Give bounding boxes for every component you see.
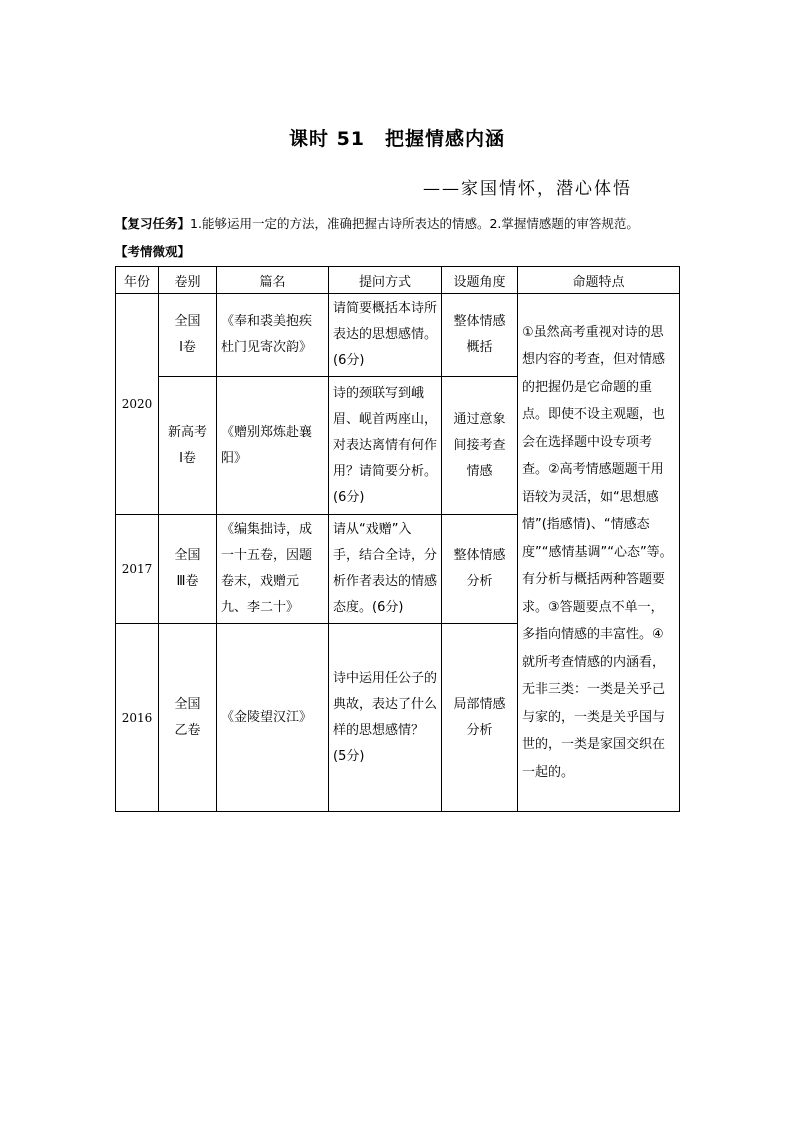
header-poem: 篇名 xyxy=(217,267,329,294)
page-title: 课时 51 把握情感内涵 xyxy=(288,128,506,150)
paper-cell: 全国 Ⅰ卷 xyxy=(159,294,217,377)
page-subtitle: ——家国情怀，潜心体悟 xyxy=(423,179,632,199)
header-features: 命题特点 xyxy=(518,267,680,294)
angle-cell: 通过意象 间接考查 情感 xyxy=(442,377,518,515)
question-cell: 请简要概括本诗所表达的思想感情。(6分) xyxy=(329,294,442,377)
angle-cell: 整体情感 概括 xyxy=(442,294,518,377)
poem-cell: 《奉和裘美抱疾杜门见寄次韵》 xyxy=(217,294,329,377)
poem-cell: 《赠别郑炼赴襄阳》 xyxy=(217,377,329,515)
exam-section-label: 【考情微观】 xyxy=(115,244,191,259)
table-row xyxy=(116,294,680,377)
question-cell: 诗中运用任公子的典故，表达了什么样的思想感情？(5分) xyxy=(329,624,442,812)
header-angle: 设题角度 xyxy=(442,267,518,294)
angle-cell: 整体情感 分析 xyxy=(442,515,518,624)
header-paper: 卷别 xyxy=(159,267,217,294)
header-year: 年份 xyxy=(116,267,159,294)
year-cell: 2020 xyxy=(116,294,159,515)
question-cell: 诗的颈联写到峨眉、岘首两座山，对表达离情有何作用？请简要分析。(6分) xyxy=(329,377,442,515)
review-task-label: 【复习任务】 xyxy=(115,216,191,231)
features-cell: ①虽然高考重视对诗的思想内容的考查，但对情感的把握仍是它命题的重点。即使不设主观题，也会在选择题中设专项考查。②高考情感题题干用语较为灵活，如“思想感情”(指感情)、“情感态度”“感情基调”“心态”等。有分析与概括两种答题要求。③答题要点不单一，多指向情感的丰富性。④就所考查情感的内涵看，无非三类：一类是关乎己与家的，一类是关乎国与世的，一类是家国交织在一起的。 xyxy=(518,294,680,812)
paper-cell: 全国 乙卷 xyxy=(159,624,217,812)
question-cell: 请从“戏赠”入手，结合全诗，分析作者表达的情感态度。(6分) xyxy=(329,515,442,624)
angle-cell: 局部情感 分析 xyxy=(442,624,518,812)
table-header-row xyxy=(116,267,680,294)
paper-cell: 新高考 Ⅰ卷 xyxy=(159,377,217,515)
year-cell: 2017 xyxy=(116,515,159,624)
review-task-text: 1.能够运用一定的方法，准确把握古诗所表达的情感。2.掌握情感题的审答规范。 xyxy=(190,216,639,231)
header-question: 提问方式 xyxy=(329,267,442,294)
review-task xyxy=(115,214,690,232)
paper-cell: 全国 Ⅲ卷 xyxy=(159,515,217,624)
year-cell: 2016 xyxy=(116,624,159,812)
poem-cell: 《金陵望汉江》 xyxy=(217,624,329,812)
exam-table xyxy=(115,266,680,812)
poem-cell: 《编集拙诗，成一十五卷，因题卷末，戏赠元九、李二十》 xyxy=(217,515,329,624)
